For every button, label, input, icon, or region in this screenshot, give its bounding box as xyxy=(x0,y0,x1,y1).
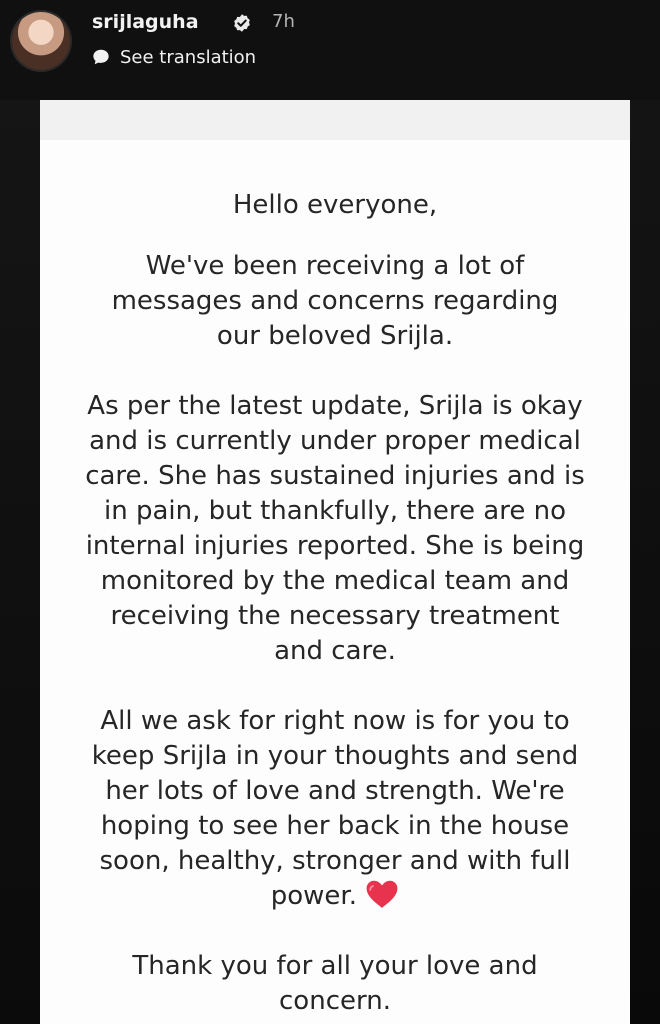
closing-line: concern. xyxy=(279,986,391,1016)
left-background-edge xyxy=(0,100,40,1024)
red-heart-icon xyxy=(365,879,399,909)
paragraph-2-line: and is currently under proper medical xyxy=(89,426,581,456)
paragraph-2-line: and care. xyxy=(274,636,396,666)
speech-bubble-icon xyxy=(92,48,110,66)
username[interactable]: srijlaguha xyxy=(92,11,199,33)
see-translation-label: See translation xyxy=(120,46,257,68)
statement-text xyxy=(40,188,630,1019)
paragraph-3-line: All we ask for right now is for you to xyxy=(100,706,570,736)
paragraph-2-line: internal injuries reported. She is being xyxy=(85,531,585,561)
see-translation-button[interactable] xyxy=(92,44,256,70)
paragraph-3-line: hoping to see her back in the house xyxy=(100,811,570,841)
post-header xyxy=(0,0,660,100)
paragraph-1-line: our beloved Srijla. xyxy=(216,321,454,351)
avatar[interactable] xyxy=(12,12,70,70)
paragraph-1-line: We've been receiving a lot of xyxy=(145,251,525,281)
statement-card xyxy=(40,100,630,1024)
greeting-line: Hello everyone, xyxy=(232,190,438,220)
paragraph-2-line: in pain, but thankfully, there are no xyxy=(104,496,566,526)
verified-badge-icon xyxy=(232,13,252,33)
paragraph-3-line: soon, healthy, stronger and with full xyxy=(99,846,571,876)
paragraph-3-last-text: power. xyxy=(270,881,357,911)
paragraph-3-line: her lots of love and strength. We're xyxy=(105,776,565,806)
card-top-strip xyxy=(40,100,630,140)
paragraph-2-line: As per the latest update, Srijla is okay xyxy=(87,391,583,421)
closing-line: Thank you for all your love and xyxy=(132,951,538,981)
right-background-edge xyxy=(630,100,660,1024)
paragraph-2-line: receiving the necessary treatment xyxy=(110,601,560,631)
paragraph-3-line-with-heart xyxy=(40,879,630,914)
paragraph-1-line: messages and concerns regarding xyxy=(111,286,559,316)
post-time: 7h xyxy=(272,11,295,32)
paragraph-3-line: keep Srijla in your thoughts and send xyxy=(91,741,579,771)
paragraph-2-line: care. She has sustained injuries and is xyxy=(85,461,585,491)
paragraph-2-line: monitored by the medical team and xyxy=(100,566,570,596)
